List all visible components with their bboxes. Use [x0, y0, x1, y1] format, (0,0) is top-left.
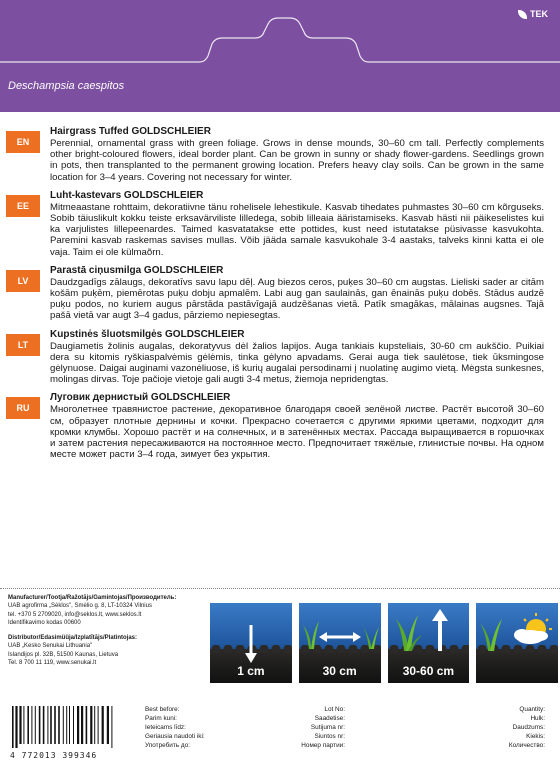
hang-tab-outline — [0, 0, 560, 112]
contact-info — [8, 594, 208, 667]
quantity-label: Kiekis: — [526, 733, 545, 740]
packet-header — [0, 0, 560, 112]
stage-sowing-depth — [210, 603, 292, 683]
manufacturer-line: tel. +370 5 2709020, info@seklos.lt, www.seklos.lt — [8, 611, 142, 618]
stage-label: 30-60 cm — [402, 664, 455, 678]
best-before-label: Geriausia naudoti iki: — [145, 733, 205, 740]
distributor-line: Tel. 8 700 11 119, www.senukai.lt — [8, 660, 97, 667]
best-before-label: Parim kuni: — [145, 715, 177, 722]
lang-text: Многолетнее травянистое растение, декоративное благодаря своей зелёной листве. Растёт высотой 30–60 см, образует плотные дернины и кочки. Прекрасно сочетается с другими яркими цветами, подходит для кромки клумбы. Хорошо растёт и на солнечных, и в затенённых местах. Рассада выращивается в горшочках и затем растения пересаживаются на постоянное место. Предпочитает тяжёлые, глинистые почвы. На одном месте может расти 3–4 года, зимует без укрытия. — [50, 404, 544, 461]
manufacturer-line: Identifikavimo kodas 00600 — [8, 619, 81, 626]
section-divider — [0, 588, 560, 589]
sun-cloud-icon — [476, 603, 558, 683]
barcode-bars — [10, 706, 122, 748]
stage-plant-spacing — [299, 603, 381, 683]
lang-tag: EN — [6, 131, 40, 153]
distributor-line: Islandijos pl. 32B, 51500 Kaunas, Lietuva — [8, 651, 119, 658]
lang-section-ru — [0, 392, 560, 460]
lang-text: Daudzgadīgs zālaugs, dekoratīvs savu lapu dēļ. Aug biezos ceros, puķes 30–60 cm augstas. Lieliski sader ar citām košām puķēm, piemērotas puķu dobju apmalēm. Labi aug gan saulainās, gan ēnainās puķu dobēs. Stādus audzē puķu podos, no kuriem augus pārstāda pastāvīgajā audzēšanas vietā. Patīk smagākas, mālainas augsnes. Tajā pašā vietā var augt 3–4 gadus, pārziemo nepiesegtas. — [50, 276, 544, 322]
quantity-label: Количество: — [508, 742, 545, 749]
lang-title: Luht-kastevars GOLDSCHLEIER — [50, 189, 204, 201]
best-before-label: Употребить до: — [145, 742, 190, 749]
lang-title: Kupstinės šluotsmilgės GOLDSCHLEIER — [50, 328, 245, 340]
stage-sun-shade — [476, 603, 558, 683]
barcode-digits: 4 772013 399346 — [10, 751, 98, 760]
lang-title: Hairgrass Tuffed GOLDSCHLEIER — [50, 126, 211, 137]
stage-label: 30 cm — [322, 664, 357, 678]
lot-label: Saadetise: — [314, 715, 345, 722]
brand-name: TEK — [530, 9, 548, 19]
manufacturer-heading: Manufacturer/Tootja/Ražotājs/Gamintojas/Производитель: — [8, 595, 177, 601]
lang-tag: LT — [6, 334, 40, 356]
distributor-line: UAB „Kesko Senukai Lithuania" — [8, 643, 93, 650]
lang-section-ee — [0, 190, 560, 258]
quantity-label: Hulk: — [530, 715, 545, 722]
manufacturer-line: UAB agrofirma „Sėklos", Smėlio g. 8, LT-10324 Vilnius — [8, 603, 152, 610]
lang-text: Daugiametis žolinis augalas, dekoratyvus dėl žalios lapijos. Auga tankiais kupsteliais, 30-60 cm aukščio. Puikiai dera su kitomis ryškiaspalvėmis gėlėmis, tinka gėlyno apvadams. Gerai auga tiek saulėtose, tiek ūksmingose gėlynuose. Daigai auginami vazonėliuose, iš kurių augalai persodinami į nuolatinę augimo vietą. Mėgsta sunkesnes, molingas dirvas. Toje pačioje vietoje gali augti 3-4 metus, žiemoja nepridengtas. — [50, 340, 544, 386]
lot-label: Siuntos nr: — [314, 733, 345, 740]
distributor-heading: Distributor/Edasimüüja/Izplatītājs/Platintojas: — [8, 635, 138, 642]
leaf-icon — [518, 10, 527, 19]
planting-pictograms — [210, 603, 558, 683]
best-before-label: Ieteicams līdz: — [145, 724, 186, 731]
latin-name: Deschampsia caespitos — [8, 80, 125, 92]
quantity-label: Quantity: — [519, 706, 545, 713]
lang-tag: LV — [6, 270, 40, 292]
ean-barcode — [10, 706, 122, 760]
lang-section-lt — [0, 329, 560, 386]
lang-text: Mitmeaastane rohttaim, dekoratiivne tänu rohelisele lehestikule. Kasvab tihedates puhmastes 30–60 cm kõrguseks. Sobib täiuslikult kokku teiste erksavärviliste lilledega, sobib lilleaia ääristamiseks. Kasvab hästi nii päikeselistes kui ka varjulistes lillepeenardes. Taimed kasvatatakse ette pottides, kust need istutatakse püsivasse kasvukohta. Paremini kasvab raskemas savises mullas. Võib jääda samale kasvukohale 3-4 aastaks, talveks kinni katta ei ole vaja. Taim ei ole külmaõrn. — [50, 201, 544, 258]
lang-tag: RU — [6, 397, 40, 419]
lang-text: Perennial, ornamental grass with green foliage. Grows in dense mounds, 30–60 cm tall. Perfectly complements other bright-coloured flowers, ideal border plant. Can be grown in sunny or shady flower-gardens. Seedlings grown in pots, then transplanted to the permanent growing location. Prefers heavy clay soils. Can be grown in the same location for 3–4 years. Covering not necessary for winter. — [50, 138, 544, 183]
best-before-label: Best before: — [145, 706, 180, 713]
lang-title: Parastā ciņusmilga GOLDSCHLEIER — [50, 264, 224, 276]
stage-label: 1 cm — [237, 664, 265, 678]
lot-label: Lot No: — [324, 706, 345, 713]
lot-label: Номер партии: — [301, 742, 345, 749]
brand-logo — [518, 9, 548, 19]
lang-tag: EE — [6, 195, 40, 217]
lang-section-en — [0, 126, 560, 183]
language-sections — [0, 126, 560, 467]
lang-section-lv — [0, 265, 560, 322]
stage-plant-height — [388, 603, 470, 683]
lang-title: Луговик дернистый GOLDSCHLEIER — [50, 392, 231, 404]
lot-label: Sutijuma nr: — [310, 724, 345, 731]
quantity-label: Daudzums: — [512, 724, 545, 731]
